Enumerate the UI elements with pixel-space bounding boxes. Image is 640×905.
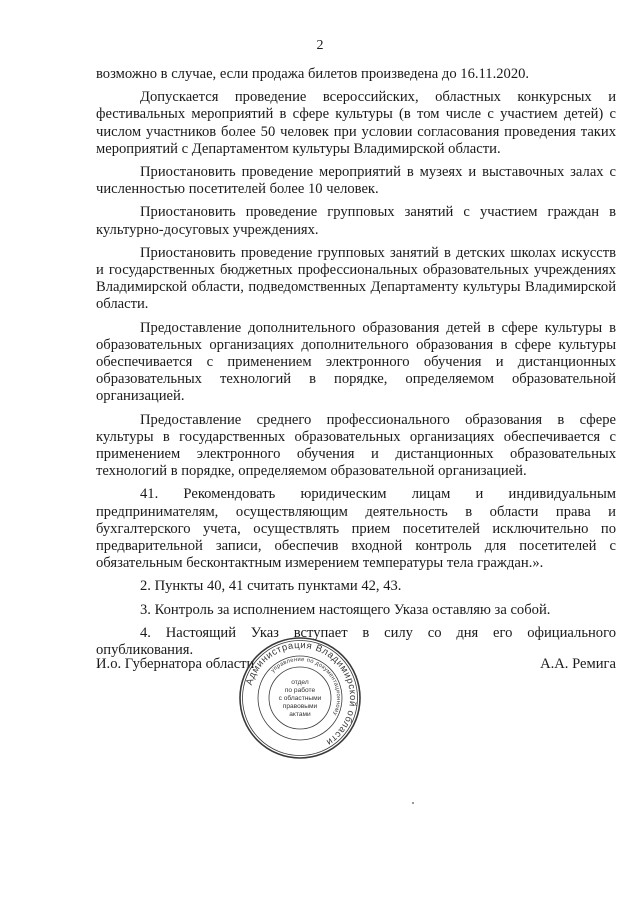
stamp-center-line: актами — [289, 711, 311, 718]
stamp-center-line: по работе — [284, 687, 316, 694]
stamp-center-line: с областными — [278, 695, 322, 702]
stamp-inner-text: управление по документационному — [270, 656, 342, 717]
paragraph-item-41: 41. Рекомендовать юридическим лицам и индивидуальным предпринимателям, осуществляющим деятельность в области права и бухгалтерского учета, осуществлять прием посетителей исключительно по предварительной записи, обеспечив входной контроль для посетителей с обязательным бесконтактным измерением температуры тела граждан.». — [96, 486, 616, 572]
signatory-name: А.А. Ремига — [540, 656, 616, 672]
paragraph: возможно в случае, если продажа билетов произведена до 16.11.2020. — [96, 66, 530, 82]
document-body — [96, 66, 616, 659]
paragraph: Предоставление дополнительного образования детей в сфере культуры в образовательных организациях дополнительного образования в сфере культуры обеспечивается с применением электронного обучения и дистанционных образовательных технологий в порядке, определяемом образовательной организацией. — [96, 319, 616, 405]
paragraph: Приостановить проведение групповых занятий в детских школах искусств и государственных бюджетных профессиональных образовательных учреждениях Владимирской области, подведомственных Департаменту культуры Владимирской области. — [96, 244, 616, 313]
paragraph-item-2: 2. Пункты 40, 41 считать пунктами 42, 43. — [140, 578, 402, 595]
paragraph-item-3: 3. Контроль за исполнением настоящего Указа оставляю за собой. — [140, 601, 551, 618]
stamp-outer-text: Администрация Владимирской области — [243, 639, 359, 748]
paragraph: Допускается проведение всероссийских, областных конкурсных и фестивальных мероприятий в сфере культуры (в том числе с участием детей) с числом участников более 50 человек при условии согласования проведения таких мероприятий с Департаментом культуры Владимирской области. — [96, 89, 616, 157]
page-number: 2 — [316, 38, 324, 53]
official-stamp — [238, 636, 362, 760]
signatory-title: И.о. Губернатора области — [96, 656, 255, 672]
paragraph: Приостановить проведение мероприятий в музеях и выставочных залах с численностью посетителей более 10 человек. — [96, 164, 616, 198]
paragraph: Предоставление среднего профессионального образования в сфере культуры в государственных образовательных организациях обеспечивается с применением электронного обучения и дистанционных образовательных технологий в порядке, определяемом образовательной организацией. — [96, 411, 616, 480]
scan-speck — [412, 802, 414, 804]
paragraph-item-4: 4. Настоящий Указ вступает в силу со дня его официального опубликования. — [96, 624, 616, 659]
stamp-center-line: правовыми — [282, 703, 318, 710]
stamp-center-line: отдел — [291, 679, 309, 686]
paragraph: Приостановить проведение групповых занятий с участием граждан в культурно-досуговых учреждениях. — [96, 204, 616, 238]
